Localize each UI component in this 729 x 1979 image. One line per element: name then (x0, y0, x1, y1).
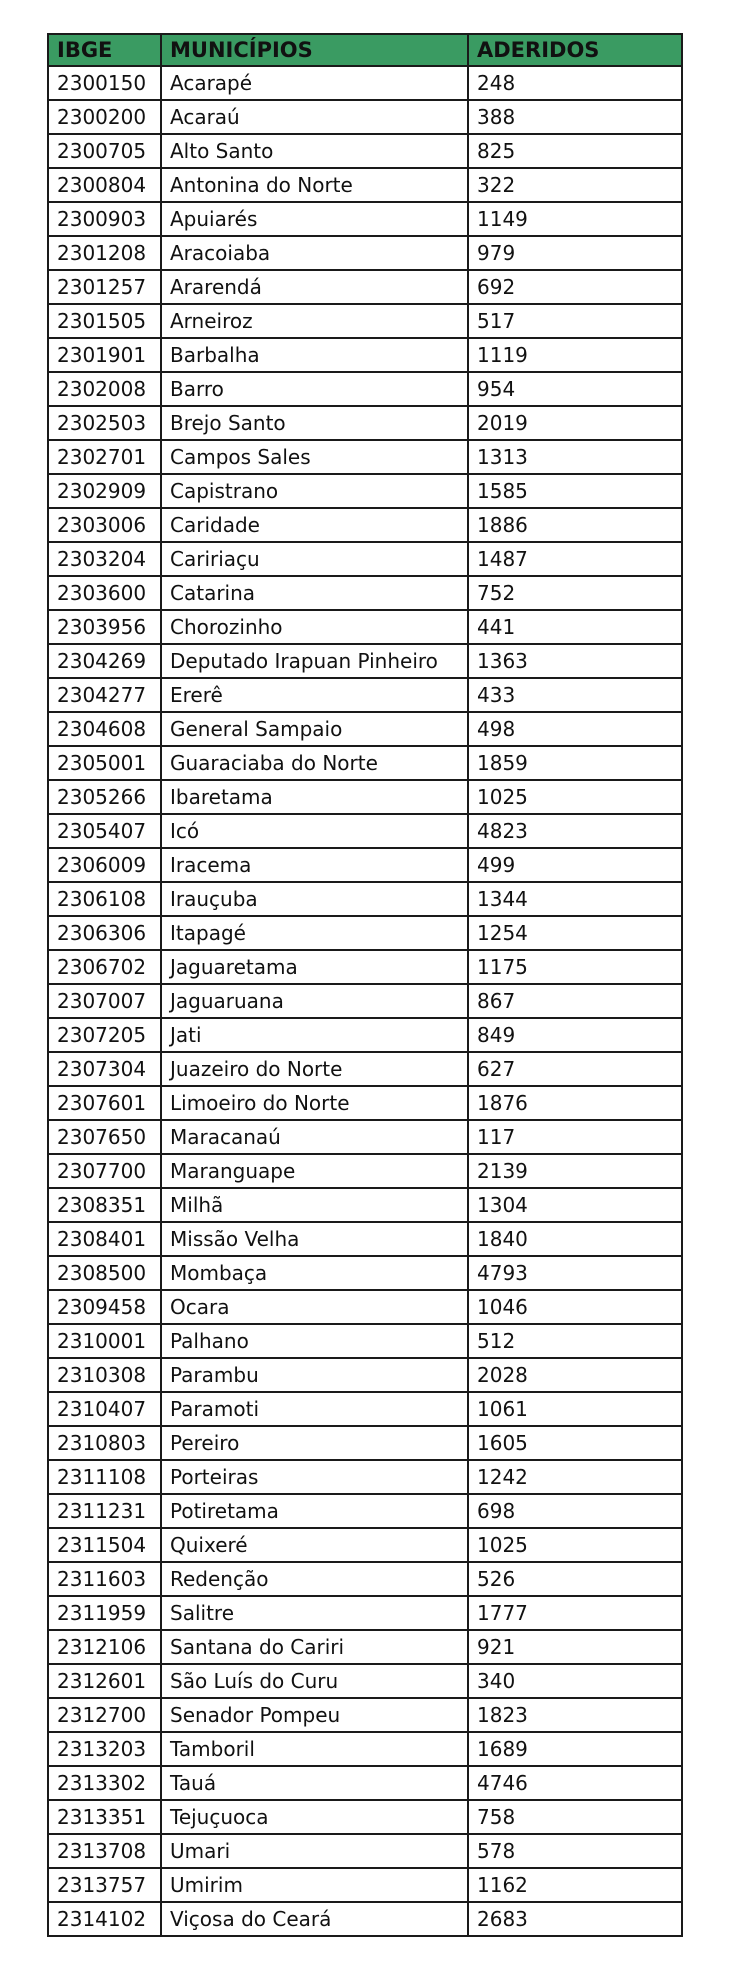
ibge-code-cell: 2301257 (48, 270, 161, 304)
municipality-name-cell: Catarina (161, 576, 468, 610)
table-row (48, 1766, 682, 1800)
ibge-code-cell: 2302701 (48, 440, 161, 474)
aderidos-count-cell: 499 (468, 848, 682, 882)
ibge-code-cell: 2307304 (48, 1052, 161, 1086)
aderidos-count-cell: 1840 (468, 1222, 682, 1256)
aderidos-count-cell: 117 (468, 1120, 682, 1154)
table-row (48, 1290, 682, 1324)
aderidos-count-cell: 578 (468, 1834, 682, 1868)
municipality-name-cell: Pereiro (161, 1426, 468, 1460)
table-row (48, 100, 682, 134)
ibge-code-cell: 2313351 (48, 1800, 161, 1834)
municipality-name-cell: Ibaretama (161, 780, 468, 814)
municipality-name-cell: Salitre (161, 1596, 468, 1630)
aderidos-count-cell: 1344 (468, 882, 682, 916)
aderidos-count-cell: 1777 (468, 1596, 682, 1630)
aderidos-count-cell: 849 (468, 1018, 682, 1052)
aderidos-count-cell: 1025 (468, 1528, 682, 1562)
ibge-code-cell: 2310308 (48, 1358, 161, 1392)
aderidos-count-cell: 692 (468, 270, 682, 304)
table-row (48, 270, 682, 304)
aderidos-count-cell: 1162 (468, 1868, 682, 1902)
ibge-code-cell: 2313757 (48, 1868, 161, 1902)
ibge-code-cell: 2302909 (48, 474, 161, 508)
municipality-name-cell: Icó (161, 814, 468, 848)
municipality-name-cell: Deputado Irapuan Pinheiro (161, 644, 468, 678)
aderidos-count-cell: 517 (468, 304, 682, 338)
table-row (48, 984, 682, 1018)
table-row (48, 1324, 682, 1358)
ibge-code-cell: 2304269 (48, 644, 161, 678)
aderidos-count-cell: 433 (468, 678, 682, 712)
ibge-code-cell: 2306702 (48, 950, 161, 984)
ibge-code-cell: 2308401 (48, 1222, 161, 1256)
ibge-code-cell: 2304608 (48, 712, 161, 746)
table-row (48, 542, 682, 576)
table-row (48, 236, 682, 270)
ibge-code-cell: 2307650 (48, 1120, 161, 1154)
ibge-code-cell: 2314102 (48, 1902, 161, 1936)
table-row (48, 712, 682, 746)
ibge-code-cell: 2300200 (48, 100, 161, 134)
aderidos-count-cell: 388 (468, 100, 682, 134)
aderidos-count-cell: 248 (468, 66, 682, 100)
ibge-code-cell: 2310407 (48, 1392, 161, 1426)
table-body (48, 66, 682, 1936)
table-header (48, 34, 682, 66)
ibge-code-cell: 2310001 (48, 1324, 161, 1358)
table-row (48, 1834, 682, 1868)
municipality-name-cell: Jaguaretama (161, 950, 468, 984)
municipality-name-cell: Arneiroz (161, 304, 468, 338)
table-row (48, 1154, 682, 1188)
table-row (48, 780, 682, 814)
ibge-code-cell: 2306009 (48, 848, 161, 882)
municipality-name-cell: Chorozinho (161, 610, 468, 644)
aderidos-count-cell: 1585 (468, 474, 682, 508)
aderidos-count-cell: 4793 (468, 1256, 682, 1290)
aderidos-count-cell: 2028 (468, 1358, 682, 1392)
municipality-name-cell: Juazeiro do Norte (161, 1052, 468, 1086)
table-row (48, 1222, 682, 1256)
document-page (47, 33, 683, 1937)
municipality-name-cell: Caririaçu (161, 542, 468, 576)
aderidos-count-cell: 441 (468, 610, 682, 644)
ibge-code-cell: 2311959 (48, 1596, 161, 1630)
municipality-name-cell: Acarapé (161, 66, 468, 100)
table-row (48, 1426, 682, 1460)
municipality-name-cell: Mombaça (161, 1256, 468, 1290)
aderidos-count-cell: 752 (468, 576, 682, 610)
table-row (48, 1732, 682, 1766)
table-row (48, 746, 682, 780)
table-row (48, 1800, 682, 1834)
table-row (48, 1630, 682, 1664)
ibge-code-cell: 2311231 (48, 1494, 161, 1528)
column-header-aderidos: ADERIDOS (468, 34, 682, 66)
aderidos-count-cell: 1363 (468, 644, 682, 678)
ibge-code-cell: 2307007 (48, 984, 161, 1018)
aderidos-count-cell: 1119 (468, 338, 682, 372)
ibge-code-cell: 2303006 (48, 508, 161, 542)
aderidos-count-cell: 1046 (468, 1290, 682, 1324)
aderidos-count-cell: 867 (468, 984, 682, 1018)
municipality-name-cell: Milhã (161, 1188, 468, 1222)
municipality-name-cell: Acaraú (161, 100, 468, 134)
ibge-code-cell: 2312700 (48, 1698, 161, 1732)
aderidos-count-cell: 2019 (468, 406, 682, 440)
table-row (48, 1358, 682, 1392)
table-row (48, 1562, 682, 1596)
municipality-name-cell: Quixeré (161, 1528, 468, 1562)
aderidos-count-cell: 512 (468, 1324, 682, 1358)
municipality-name-cell: Maranguape (161, 1154, 468, 1188)
aderidos-count-cell: 1876 (468, 1086, 682, 1120)
municipality-name-cell: Ererê (161, 678, 468, 712)
ibge-code-cell: 2306108 (48, 882, 161, 916)
aderidos-count-cell: 1823 (468, 1698, 682, 1732)
table-row (48, 916, 682, 950)
column-header-municipios: MUNICÍPIOS (161, 34, 468, 66)
aderidos-count-cell: 526 (468, 1562, 682, 1596)
municipality-name-cell: Brejo Santo (161, 406, 468, 440)
municipality-name-cell: Alto Santo (161, 134, 468, 168)
ibge-code-cell: 2312601 (48, 1664, 161, 1698)
aderidos-count-cell: 1149 (468, 202, 682, 236)
table-row (48, 1698, 682, 1732)
aderidos-count-cell: 758 (468, 1800, 682, 1834)
municipality-name-cell: Jati (161, 1018, 468, 1052)
aderidos-count-cell: 1061 (468, 1392, 682, 1426)
table-row (48, 440, 682, 474)
aderidos-count-cell: 1886 (468, 508, 682, 542)
municipality-name-cell: Tejuçuoca (161, 1800, 468, 1834)
aderidos-count-cell: 825 (468, 134, 682, 168)
municipalities-table (47, 33, 683, 1937)
aderidos-count-cell: 1605 (468, 1426, 682, 1460)
ibge-code-cell: 2302503 (48, 406, 161, 440)
ibge-code-cell: 2307700 (48, 1154, 161, 1188)
aderidos-count-cell: 1025 (468, 780, 682, 814)
table-row (48, 610, 682, 644)
ibge-code-cell: 2301505 (48, 304, 161, 338)
table-row (48, 1460, 682, 1494)
table-row (48, 1120, 682, 1154)
municipality-name-cell: Tauá (161, 1766, 468, 1800)
municipality-name-cell: Potiretama (161, 1494, 468, 1528)
municipality-name-cell: Irauçuba (161, 882, 468, 916)
municipality-name-cell: Limoeiro do Norte (161, 1086, 468, 1120)
aderidos-count-cell: 322 (468, 168, 682, 202)
ibge-code-cell: 2300150 (48, 66, 161, 100)
aderidos-count-cell: 340 (468, 1664, 682, 1698)
table-row (48, 304, 682, 338)
table-row (48, 1188, 682, 1222)
aderidos-count-cell: 4823 (468, 814, 682, 848)
ibge-code-cell: 2312106 (48, 1630, 161, 1664)
table-row (48, 1018, 682, 1052)
table-row (48, 372, 682, 406)
aderidos-count-cell: 954 (468, 372, 682, 406)
ibge-code-cell: 2305407 (48, 814, 161, 848)
municipality-name-cell: Ocara (161, 1290, 468, 1324)
municipality-name-cell: Barbalha (161, 338, 468, 372)
table-row (48, 134, 682, 168)
municipality-name-cell: Maracanaú (161, 1120, 468, 1154)
ibge-code-cell: 2307601 (48, 1086, 161, 1120)
ibge-code-cell: 2305266 (48, 780, 161, 814)
municipality-name-cell: Barro (161, 372, 468, 406)
municipality-name-cell: Paramoti (161, 1392, 468, 1426)
table-row (48, 1528, 682, 1562)
aderidos-count-cell: 698 (468, 1494, 682, 1528)
ibge-code-cell: 2310803 (48, 1426, 161, 1460)
table-row (48, 1256, 682, 1290)
ibge-code-cell: 2303600 (48, 576, 161, 610)
table-row (48, 168, 682, 202)
ibge-code-cell: 2300705 (48, 134, 161, 168)
municipality-name-cell: Caridade (161, 508, 468, 542)
table-row (48, 1902, 682, 1936)
municipality-name-cell: General Sampaio (161, 712, 468, 746)
municipality-name-cell: Iracema (161, 848, 468, 882)
municipality-name-cell: Viçosa do Ceará (161, 1902, 468, 1936)
aderidos-count-cell: 498 (468, 712, 682, 746)
aderidos-count-cell: 4746 (468, 1766, 682, 1800)
table-row (48, 66, 682, 100)
ibge-code-cell: 2309458 (48, 1290, 161, 1324)
municipality-name-cell: Apuiarés (161, 202, 468, 236)
ibge-code-cell: 2311603 (48, 1562, 161, 1596)
ibge-code-cell: 2300804 (48, 168, 161, 202)
aderidos-count-cell: 921 (468, 1630, 682, 1664)
table-row (48, 1664, 682, 1698)
ibge-code-cell: 2305001 (48, 746, 161, 780)
municipality-name-cell: Missão Velha (161, 1222, 468, 1256)
table-row (48, 508, 682, 542)
ibge-code-cell: 2301208 (48, 236, 161, 270)
table-row (48, 1868, 682, 1902)
municipality-name-cell: Jaguaruana (161, 984, 468, 1018)
table-row (48, 1494, 682, 1528)
municipality-name-cell: Redenção (161, 1562, 468, 1596)
table-row (48, 406, 682, 440)
municipality-name-cell: Campos Sales (161, 440, 468, 474)
ibge-code-cell: 2304277 (48, 678, 161, 712)
aderidos-count-cell: 1254 (468, 916, 682, 950)
aderidos-count-cell: 1304 (468, 1188, 682, 1222)
column-header-ibge: IBGE (48, 34, 161, 66)
municipality-name-cell: Santana do Cariri (161, 1630, 468, 1664)
aderidos-count-cell: 1175 (468, 950, 682, 984)
table-row (48, 882, 682, 916)
municipality-name-cell: Aracoiaba (161, 236, 468, 270)
aderidos-count-cell: 1689 (468, 1732, 682, 1766)
aderidos-count-cell: 1242 (468, 1460, 682, 1494)
table-row (48, 848, 682, 882)
ibge-code-cell: 2313302 (48, 1766, 161, 1800)
municipality-name-cell: Tamboril (161, 1732, 468, 1766)
municipality-name-cell: Guaraciaba do Norte (161, 746, 468, 780)
municipality-name-cell: Itapagé (161, 916, 468, 950)
municipality-name-cell: Ararendá (161, 270, 468, 304)
municipality-name-cell: Umari (161, 1834, 468, 1868)
ibge-code-cell: 2301901 (48, 338, 161, 372)
table-row (48, 950, 682, 984)
table-row (48, 338, 682, 372)
ibge-code-cell: 2313203 (48, 1732, 161, 1766)
ibge-code-cell: 2313708 (48, 1834, 161, 1868)
municipality-name-cell: Antonina do Norte (161, 168, 468, 202)
header-row (48, 34, 682, 66)
ibge-code-cell: 2300903 (48, 202, 161, 236)
ibge-code-cell: 2307205 (48, 1018, 161, 1052)
aderidos-count-cell: 2139 (468, 1154, 682, 1188)
municipality-name-cell: Porteiras (161, 1460, 468, 1494)
table-row (48, 1052, 682, 1086)
aderidos-count-cell: 627 (468, 1052, 682, 1086)
municipality-name-cell: Parambu (161, 1358, 468, 1392)
municipality-name-cell: Palhano (161, 1324, 468, 1358)
table-row (48, 1392, 682, 1426)
aderidos-count-cell: 2683 (468, 1902, 682, 1936)
table-row (48, 474, 682, 508)
municipality-name-cell: Umirim (161, 1868, 468, 1902)
ibge-code-cell: 2311504 (48, 1528, 161, 1562)
aderidos-count-cell: 1487 (468, 542, 682, 576)
aderidos-count-cell: 1313 (468, 440, 682, 474)
ibge-code-cell: 2303956 (48, 610, 161, 644)
table-row (48, 576, 682, 610)
ibge-code-cell: 2308500 (48, 1256, 161, 1290)
aderidos-count-cell: 979 (468, 236, 682, 270)
ibge-code-cell: 2302008 (48, 372, 161, 406)
municipality-name-cell: Capistrano (161, 474, 468, 508)
ibge-code-cell: 2308351 (48, 1188, 161, 1222)
aderidos-count-cell: 1859 (468, 746, 682, 780)
table-row (48, 1086, 682, 1120)
table-row (48, 814, 682, 848)
table-row (48, 644, 682, 678)
ibge-code-cell: 2303204 (48, 542, 161, 576)
ibge-code-cell: 2306306 (48, 916, 161, 950)
ibge-code-cell: 2311108 (48, 1460, 161, 1494)
table-row (48, 202, 682, 236)
table-row (48, 678, 682, 712)
table-row (48, 1596, 682, 1630)
municipality-name-cell: Senador Pompeu (161, 1698, 468, 1732)
municipality-name-cell: São Luís do Curu (161, 1664, 468, 1698)
